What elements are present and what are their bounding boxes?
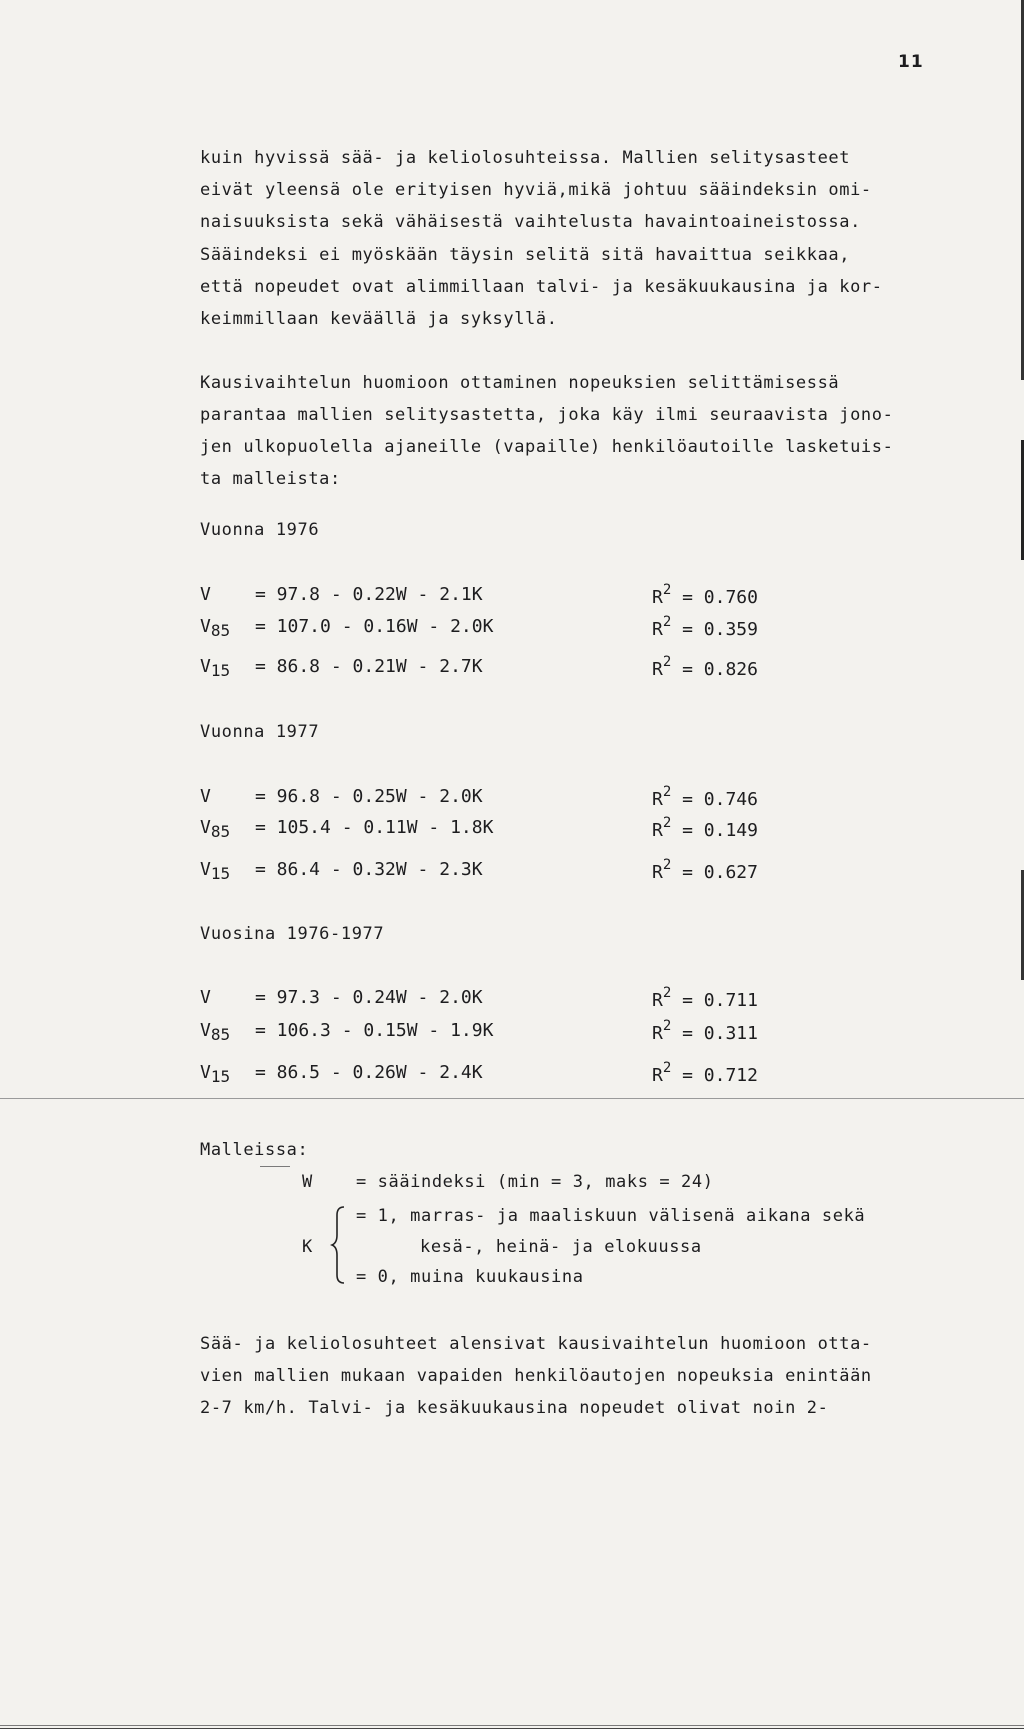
page-number: 11 <box>898 52 924 72</box>
model-equation: = 86.4 - 0.32W - 2.3K <box>255 859 483 880</box>
model-variable: V <box>200 987 211 1008</box>
legend-underline <box>260 1166 290 1167</box>
intro-line: että nopeudet ovat alimmillaan talvi- ja kesäkuukausina ja kor- <box>200 277 883 297</box>
r-squared: $R^2 = 0.359$ <box>652 614 758 640</box>
r-squared: $R^2 = 0.627$ <box>652 857 758 883</box>
intro-line: kuin hyvissä sää- ja keliolosuhteissa. Mallien selitysasteet <box>200 148 851 168</box>
legend-k-line1: = 1, marras- ja maaliskuun välisenä aikana sekä <box>356 1206 866 1226</box>
legend-k-symbol: K <box>302 1237 313 1257</box>
legend-w-symbol: W <box>302 1172 313 1192</box>
model-variable: $V_{15}$ <box>200 1062 231 1086</box>
brace-icon <box>330 1205 346 1285</box>
second-line: Kausivaihtelun huomioon ottaminen nopeuksien selittämisessä <box>200 373 840 393</box>
model-equation: = 105.4 - 0.11W - 1.8K <box>255 817 494 838</box>
model-equation: = 97.8 - 0.22W - 2.1K <box>255 584 483 605</box>
closing-line: 2-7 km/h. Talvi- ja kesäkuukausina nopeudet olivat noin 2- <box>200 1398 829 1418</box>
second-line: parantaa mallien selitysastetta, joka käy ilmi seuraavista jono- <box>200 405 894 425</box>
scan-bottom-line <box>0 1725 1024 1726</box>
intro-line: naisuuksista sekä vähäisestä vaihtelusta havaintoaineistossa. <box>200 212 861 232</box>
model-variable: $V_{85}$ <box>200 616 231 640</box>
r-squared: $R^2 = 0.311$ <box>652 1018 758 1044</box>
model-variable: $V_{85}$ <box>200 1020 231 1044</box>
model-equation: = 86.8 - 0.21W - 2.7K <box>255 656 483 677</box>
r-squared: $R^2 = 0.760$ <box>652 582 758 608</box>
model-variable: $V_{85}$ <box>200 817 231 841</box>
scan-fold-line <box>0 1098 1024 1099</box>
legend-k-line2: kesä-, heinä- ja elokuussa <box>420 1237 702 1257</box>
group-heading-1976-1977: Vuosina 1976-1977 <box>200 924 385 944</box>
intro-line: Sääindeksi ei myöskään täysin selitä sitä havaittua seikkaa, <box>200 245 851 265</box>
model-equation: = 96.8 - 0.25W - 2.0K <box>255 786 483 807</box>
intro-line: eivät yleensä ole erityisen hyviä,mikä johtuu sääindeksin omi- <box>200 180 872 200</box>
r-squared: $R^2 = 0.746$ <box>652 784 758 810</box>
model-equation: = 97.3 - 0.24W - 2.0K <box>255 987 483 1008</box>
second-line: ta malleista: <box>200 469 341 489</box>
r-squared: $R^2 = 0.826$ <box>652 654 758 680</box>
model-variable: $V_{15}$ <box>200 656 231 680</box>
model-equation: = 107.0 - 0.16W - 2.0K <box>255 616 494 637</box>
second-line: jen ulkopuolella ajaneille (vapaille) henkilöautoille lasketuis- <box>200 437 894 457</box>
legend-k-line3: = 0, muina kuukausina <box>356 1267 584 1287</box>
intro-line: keimmillaan keväällä ja syksyllä. <box>200 309 558 329</box>
r-squared: $R^2 = 0.712$ <box>652 1060 758 1086</box>
model-variable: V <box>200 584 211 605</box>
closing-line: vien mallien mukaan vapaiden henkilöautojen nopeuksia enintään <box>200 1366 872 1386</box>
r-squared: $R^2 = 0.711$ <box>652 985 758 1011</box>
r-squared: $R^2 = 0.149$ <box>652 815 758 841</box>
group-heading-1977: Vuonna 1977 <box>200 722 320 742</box>
closing-line: Sää- ja keliolosuhteet alensivat kausivaihtelun huomioon otta- <box>200 1334 872 1354</box>
model-variable: $V_{15}$ <box>200 859 231 883</box>
model-equation: = 86.5 - 0.26W - 2.4K <box>255 1062 483 1083</box>
model-equation: = 106.3 - 0.15W - 1.9K <box>255 1020 494 1041</box>
legend-w-definition: = sääindeksi (min = 3, maks = 24) <box>356 1172 714 1192</box>
group-heading-1976: Vuonna 1976 <box>200 520 320 540</box>
legend-heading: Malleissa: <box>200 1140 309 1160</box>
model-variable: V <box>200 786 211 807</box>
